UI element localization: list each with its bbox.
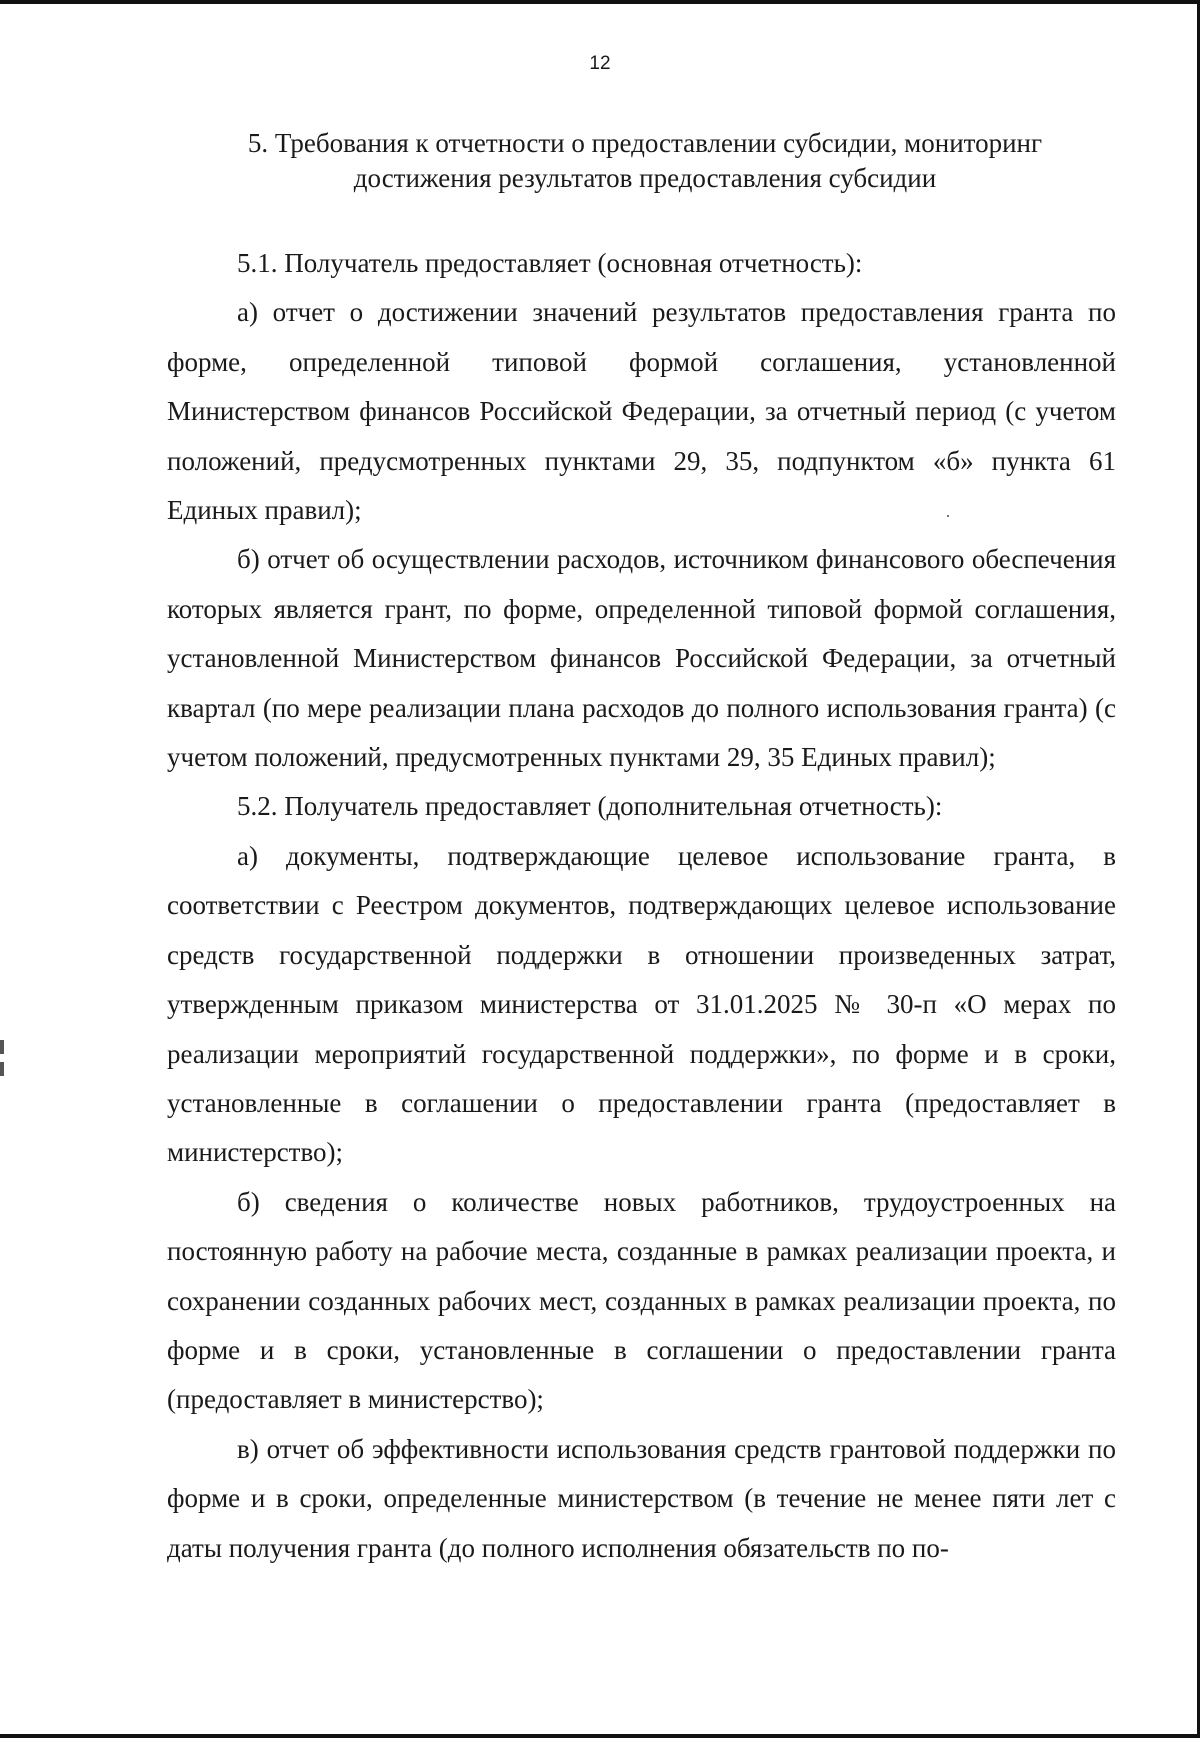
section-heading: 5. Требования к отчетности о предоставлении субсидии, мониторинг достижения результатов предоставления субсидии — [247, 128, 1043, 193]
scan-edge-mark — [0, 1040, 4, 1054]
paragraph-5-2-a: а) документы, подтверждающие целевое использование гранта, в соответствии с Реестром документов, подтверждающих целевое использование средств государственной поддержки в отношении произведенных затрат, утвержденным приказом министерства от 31.01.2025 № 30-п «О мерах по реализации мероприятий государственной поддержки», по форме и в сроки, установленные в соглашении о предоставлении гранта (предоставляет в министерство); — [167, 840, 1116, 1168]
paragraph-5-2-b: б) сведения о количестве новых работников, трудоустроенных на постоянную работу на рабочие места, созданные в рамках реализации проекта, и сохранении созданных рабочих мест, созданных в рамках реализации проекта, по форме и в сроки, установленные в соглашении о предоставлении гранта (предоставляет в министерство); — [167, 1186, 1116, 1415]
paragraph-5-1-b: б) отчет об осуществлении расходов, источником финансового обеспечения которых является грант, по форме, определенной типовой формой соглашения, установленной Министерством финансов Российской Федерации, за отчетный квартал (по мере реализации плана расходов до полного использования гранта) (с учетом положений, предусмотренных пунктами 29, 35 Единых правил); — [167, 544, 1116, 773]
paragraph-5-1: 5.1. Получатель предоставляет (основная отчетность): — [237, 248, 863, 278]
paragraph-5-2: 5.2. Получатель предоставляет (дополнительная отчетность): — [237, 791, 943, 822]
paragraph-5-1-a: а) отчет о достижении значений результатов предоставления гранта по форме, определенной типовой формой соглашения, установленной Министерством финансов Российской Федерации, за отчетный период (с учетом положений, предусмотренных пунктами 29, 35, подпунктом «б» пункта 61 Единых правил); — [167, 297, 1116, 526]
document-body — [167, 239, 1116, 1573]
scan-border-bottom — [0, 1734, 1200, 1738]
paragraph-5-2-v: в) отчет об эффективности использования средств грантовой поддержки по форме и в сроки, определенные министерством (в течение не менее пяти лет с даты получения гранта (до полного исполнения обязательств по по- — [167, 1433, 1116, 1563]
scan-border-top — [0, 0, 1200, 4]
scan-edge-mark — [0, 1062, 4, 1076]
page-number: 12 — [589, 53, 611, 74]
